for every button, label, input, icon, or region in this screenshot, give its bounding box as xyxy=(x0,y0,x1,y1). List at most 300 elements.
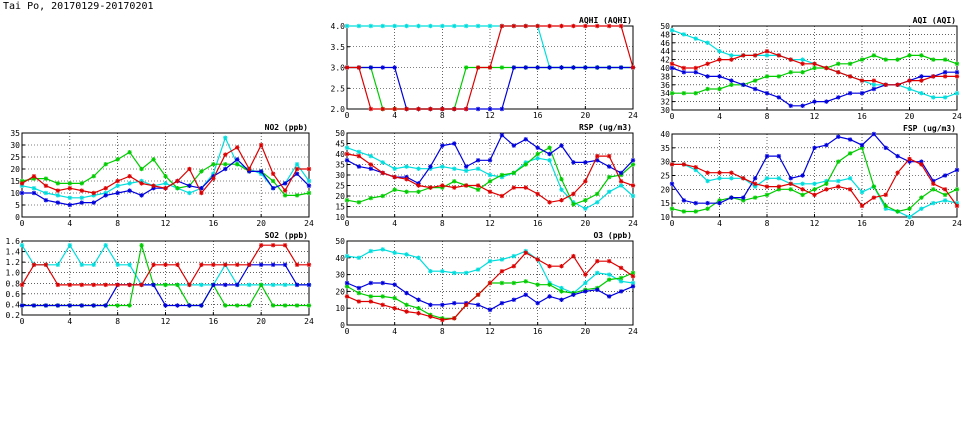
data-point xyxy=(127,174,131,178)
data-point xyxy=(295,162,299,166)
data-point xyxy=(694,209,698,213)
data-point xyxy=(943,57,947,61)
data-point xyxy=(729,53,733,57)
x-tick-label: 8 xyxy=(115,219,121,228)
data-point xyxy=(884,83,888,87)
data-point xyxy=(175,263,179,267)
y-tick-label: 25 xyxy=(335,181,345,191)
data-point xyxy=(583,272,587,276)
data-point xyxy=(741,53,745,57)
y-tick-label: 10 xyxy=(10,189,20,198)
data-point xyxy=(247,263,251,267)
y-tick-label: 35 xyxy=(335,160,345,170)
x-tick-label: 16 xyxy=(532,327,543,336)
y-tick-label: 30 xyxy=(660,106,670,115)
data-point xyxy=(595,200,599,204)
data-point xyxy=(705,207,709,211)
data-point xyxy=(931,74,935,78)
data-point xyxy=(705,201,709,205)
data-point xyxy=(464,24,468,28)
data-point xyxy=(860,57,864,61)
data-point xyxy=(283,188,287,192)
data-point xyxy=(357,24,361,28)
data-point xyxy=(175,303,179,307)
data-point xyxy=(824,66,828,70)
y-tick-label: 10 xyxy=(335,213,345,222)
data-point xyxy=(476,107,480,111)
data-point xyxy=(872,87,876,91)
data-point xyxy=(381,171,385,175)
data-point xyxy=(488,179,492,183)
x-tick-label: 8 xyxy=(764,112,770,121)
data-point xyxy=(789,187,793,191)
data-point xyxy=(440,318,444,322)
data-point xyxy=(512,143,516,147)
y-tick-label: 0.6 xyxy=(5,289,20,299)
data-point xyxy=(619,276,623,280)
data-point xyxy=(872,83,876,87)
data-point xyxy=(440,183,444,187)
data-point xyxy=(955,70,959,74)
data-point xyxy=(247,167,251,171)
data-point xyxy=(139,167,143,171)
data-point xyxy=(139,181,143,185)
data-point xyxy=(235,283,239,287)
y-tick-label: 15 xyxy=(660,199,670,209)
data-point xyxy=(56,193,60,197)
data-point xyxy=(789,57,793,61)
data-point xyxy=(271,303,275,307)
y-tick-label: 3.0 xyxy=(330,63,345,73)
data-point xyxy=(607,164,611,168)
data-point xyxy=(619,65,623,69)
data-point xyxy=(392,167,396,171)
data-point xyxy=(369,249,373,253)
data-point xyxy=(729,57,733,61)
data-point xyxy=(115,283,119,287)
data-point xyxy=(884,146,888,150)
data-point xyxy=(705,62,709,66)
data-point xyxy=(500,173,504,177)
data-point xyxy=(80,196,84,200)
data-point xyxy=(440,269,444,273)
data-point xyxy=(163,186,167,190)
data-point xyxy=(235,263,239,267)
data-point xyxy=(104,283,108,287)
data-point xyxy=(943,193,947,197)
data-point xyxy=(872,195,876,199)
data-point xyxy=(223,152,227,156)
data-point xyxy=(884,204,888,208)
data-point xyxy=(68,181,72,185)
data-point xyxy=(955,91,959,95)
data-point xyxy=(464,271,468,275)
data-point xyxy=(488,308,492,312)
data-point xyxy=(535,301,539,305)
data-point xyxy=(488,190,492,194)
series-blue xyxy=(345,133,635,186)
data-point xyxy=(369,299,373,303)
x-tick-label: 0 xyxy=(19,219,25,228)
data-point xyxy=(115,303,119,307)
data-point xyxy=(547,146,551,150)
data-point xyxy=(595,288,599,292)
data-point xyxy=(943,70,947,74)
data-point xyxy=(369,167,373,171)
data-point xyxy=(357,150,361,154)
data-point xyxy=(187,283,191,287)
data-point xyxy=(369,24,373,28)
data-point xyxy=(369,162,373,166)
data-point xyxy=(670,207,674,211)
data-point xyxy=(729,171,733,175)
chart-aqi xyxy=(660,16,962,121)
data-point xyxy=(44,176,48,180)
data-point xyxy=(919,74,923,78)
data-point xyxy=(547,264,551,268)
data-point xyxy=(115,184,119,188)
data-point xyxy=(595,192,599,196)
data-point xyxy=(488,281,492,285)
data-point xyxy=(860,143,864,147)
series-line xyxy=(22,245,309,305)
data-point xyxy=(404,177,408,181)
data-point xyxy=(571,24,575,28)
data-point xyxy=(20,303,24,307)
data-point xyxy=(104,186,108,190)
data-point xyxy=(223,263,227,267)
data-point xyxy=(235,157,239,161)
data-point xyxy=(68,186,72,190)
data-point xyxy=(404,252,408,256)
data-point xyxy=(547,152,551,156)
data-point xyxy=(235,303,239,307)
data-point xyxy=(895,171,899,175)
data-point xyxy=(488,173,492,177)
x-tick-label: 20 xyxy=(904,219,915,228)
data-point xyxy=(381,65,385,69)
data-point xyxy=(800,57,804,61)
data-point xyxy=(607,154,611,158)
x-tick-label: 24 xyxy=(628,219,638,228)
data-point xyxy=(488,24,492,28)
data-point xyxy=(500,65,504,69)
data-point xyxy=(235,162,239,166)
data-point xyxy=(500,107,504,111)
y-tick-label: 25 xyxy=(660,171,670,181)
x-tick-label: 0 xyxy=(669,112,675,121)
data-point xyxy=(357,154,361,158)
data-point xyxy=(163,181,167,185)
data-point xyxy=(488,259,492,263)
data-point xyxy=(512,298,516,302)
data-point xyxy=(955,74,959,78)
data-point xyxy=(381,24,385,28)
data-point xyxy=(416,306,420,310)
y-tick-label: 40 xyxy=(335,253,345,263)
data-point xyxy=(800,187,804,191)
y-tick-label: 2.5 xyxy=(330,84,345,94)
data-point xyxy=(571,65,575,69)
data-point xyxy=(392,282,396,286)
data-point xyxy=(151,184,155,188)
x-tick-label: 4 xyxy=(67,219,73,228)
data-point xyxy=(824,99,828,103)
data-point xyxy=(860,190,864,194)
data-point xyxy=(694,70,698,74)
data-point xyxy=(80,263,84,267)
data-point xyxy=(440,143,444,147)
data-point xyxy=(753,87,757,91)
data-point xyxy=(416,107,420,111)
data-point xyxy=(729,195,733,199)
y-tick-label: 35 xyxy=(10,129,20,138)
data-point xyxy=(416,298,420,302)
data-point xyxy=(682,66,686,70)
data-point xyxy=(381,194,385,198)
data-point xyxy=(848,91,852,95)
data-point xyxy=(931,57,935,61)
data-point xyxy=(943,187,947,191)
data-point xyxy=(211,263,215,267)
data-point xyxy=(682,209,686,213)
data-point xyxy=(404,309,408,313)
data-point xyxy=(381,247,385,251)
data-point xyxy=(607,65,611,69)
data-point xyxy=(139,283,143,287)
data-point xyxy=(452,107,456,111)
data-point xyxy=(919,195,923,199)
data-point xyxy=(56,263,60,267)
data-point xyxy=(789,70,793,74)
data-point xyxy=(464,183,468,187)
data-point xyxy=(357,164,361,168)
data-point xyxy=(907,87,911,91)
data-point xyxy=(753,176,757,180)
data-point xyxy=(500,301,504,305)
data-point xyxy=(524,279,528,283)
data-point xyxy=(682,162,686,166)
data-point xyxy=(44,263,48,267)
data-point xyxy=(381,294,385,298)
data-point xyxy=(535,24,539,28)
data-point xyxy=(512,185,516,189)
data-point xyxy=(547,24,551,28)
data-point xyxy=(895,209,899,213)
data-point xyxy=(307,283,311,287)
data-point xyxy=(907,78,911,82)
data-point xyxy=(836,184,840,188)
data-point xyxy=(127,303,131,307)
data-point xyxy=(777,53,781,57)
data-point xyxy=(694,66,698,70)
data-point xyxy=(464,107,468,111)
data-point xyxy=(583,206,587,210)
data-point xyxy=(44,184,48,188)
data-point xyxy=(607,24,611,28)
data-point xyxy=(92,303,96,307)
data-point xyxy=(547,158,551,162)
data-point xyxy=(583,198,587,202)
data-point xyxy=(392,306,396,310)
data-point xyxy=(860,78,864,82)
chart-title: FSP (ug/m3) xyxy=(903,124,956,133)
data-point xyxy=(547,200,551,204)
data-point xyxy=(717,171,721,175)
data-point xyxy=(955,168,959,172)
data-point xyxy=(583,65,587,69)
y-tick-label: 46 xyxy=(660,38,670,48)
data-point xyxy=(812,146,816,150)
data-point xyxy=(163,174,167,178)
data-point xyxy=(199,283,203,287)
data-point xyxy=(583,24,587,28)
data-point xyxy=(631,274,635,278)
data-point xyxy=(357,299,361,303)
data-point xyxy=(547,282,551,286)
data-point xyxy=(765,193,769,197)
y-tick-label: 2.0 xyxy=(330,105,345,114)
data-point xyxy=(307,303,311,307)
data-point xyxy=(848,176,852,180)
data-point xyxy=(694,91,698,95)
data-point xyxy=(476,188,480,192)
data-point xyxy=(619,171,623,175)
data-point xyxy=(428,185,432,189)
data-point xyxy=(571,192,575,196)
data-point xyxy=(392,188,396,192)
data-point xyxy=(535,156,539,160)
data-point xyxy=(800,104,804,108)
x-tick-label: 8 xyxy=(115,317,121,326)
data-point xyxy=(836,62,840,66)
data-point xyxy=(92,174,96,178)
data-point xyxy=(259,263,263,267)
data-point xyxy=(452,316,456,320)
data-point xyxy=(381,160,385,164)
data-point xyxy=(595,259,599,263)
data-point xyxy=(20,243,24,247)
y-tick-label: 1.2 xyxy=(5,258,20,268)
data-point xyxy=(271,243,275,247)
data-point xyxy=(670,62,674,66)
y-tick-label: 0.4 xyxy=(5,300,20,310)
data-point xyxy=(464,164,468,168)
data-point xyxy=(705,41,709,45)
x-tick-label: 24 xyxy=(628,327,638,336)
data-point xyxy=(800,173,804,177)
x-tick-label: 16 xyxy=(857,112,867,121)
data-point xyxy=(452,141,456,145)
data-point xyxy=(500,133,504,137)
x-tick-label: 24 xyxy=(304,219,314,228)
x-tick-label: 12 xyxy=(809,219,820,228)
data-point xyxy=(283,193,287,197)
y-tick-label: 0 xyxy=(340,321,345,330)
data-point xyxy=(753,195,757,199)
data-point xyxy=(670,91,674,95)
data-point xyxy=(631,65,635,69)
data-point xyxy=(223,303,227,307)
data-point xyxy=(392,107,396,111)
data-point xyxy=(824,187,828,191)
data-point xyxy=(223,162,227,166)
data-point xyxy=(682,198,686,202)
data-point xyxy=(524,251,528,255)
data-point xyxy=(345,24,349,28)
data-point xyxy=(955,62,959,66)
x-tick-label: 24 xyxy=(304,317,314,326)
data-point xyxy=(295,263,299,267)
data-point xyxy=(440,164,444,168)
data-point xyxy=(199,303,203,307)
y-tick-label: 30 xyxy=(335,270,345,280)
x-tick-label: 0 xyxy=(344,327,350,336)
x-tick-label: 20 xyxy=(256,317,266,326)
x-tick-label: 8 xyxy=(764,219,770,228)
data-point xyxy=(345,146,349,150)
x-tick-label: 20 xyxy=(256,219,266,228)
data-point xyxy=(619,179,623,183)
data-point xyxy=(907,157,911,161)
page-title: Tai Po, 20170129-20170201 xyxy=(3,1,154,12)
x-tick-label: 20 xyxy=(904,112,915,121)
data-point xyxy=(631,284,635,288)
data-point xyxy=(259,243,263,247)
data-point xyxy=(488,65,492,69)
data-point xyxy=(907,215,911,219)
x-tick-label: 4 xyxy=(717,112,722,121)
data-point xyxy=(115,191,119,195)
data-point xyxy=(44,303,48,307)
data-point xyxy=(80,283,84,287)
data-point xyxy=(717,176,721,180)
data-point xyxy=(765,53,769,57)
x-tick-label: 20 xyxy=(580,111,591,120)
data-point xyxy=(670,28,674,32)
data-point xyxy=(559,24,563,28)
data-point xyxy=(907,53,911,57)
data-point xyxy=(535,282,539,286)
data-point xyxy=(800,70,804,74)
data-point xyxy=(571,293,575,297)
data-point xyxy=(583,281,587,285)
data-point xyxy=(211,176,215,180)
data-point xyxy=(694,201,698,205)
data-point xyxy=(381,303,385,307)
data-point xyxy=(500,281,504,285)
data-point xyxy=(452,271,456,275)
data-point xyxy=(428,24,432,28)
data-point xyxy=(547,65,551,69)
data-point xyxy=(357,256,361,260)
data-point xyxy=(848,151,852,155)
data-point xyxy=(464,303,468,307)
data-point xyxy=(307,263,311,267)
data-point xyxy=(919,53,923,57)
data-point xyxy=(392,65,396,69)
data-point xyxy=(524,162,528,166)
data-point xyxy=(392,251,396,255)
data-point xyxy=(943,173,947,177)
data-point xyxy=(32,263,36,267)
data-point xyxy=(717,57,721,61)
data-point xyxy=(416,256,420,260)
data-point xyxy=(127,263,131,267)
y-tick-label: 34 xyxy=(660,89,670,99)
x-tick-label: 4 xyxy=(392,219,398,228)
data-point xyxy=(741,176,745,180)
